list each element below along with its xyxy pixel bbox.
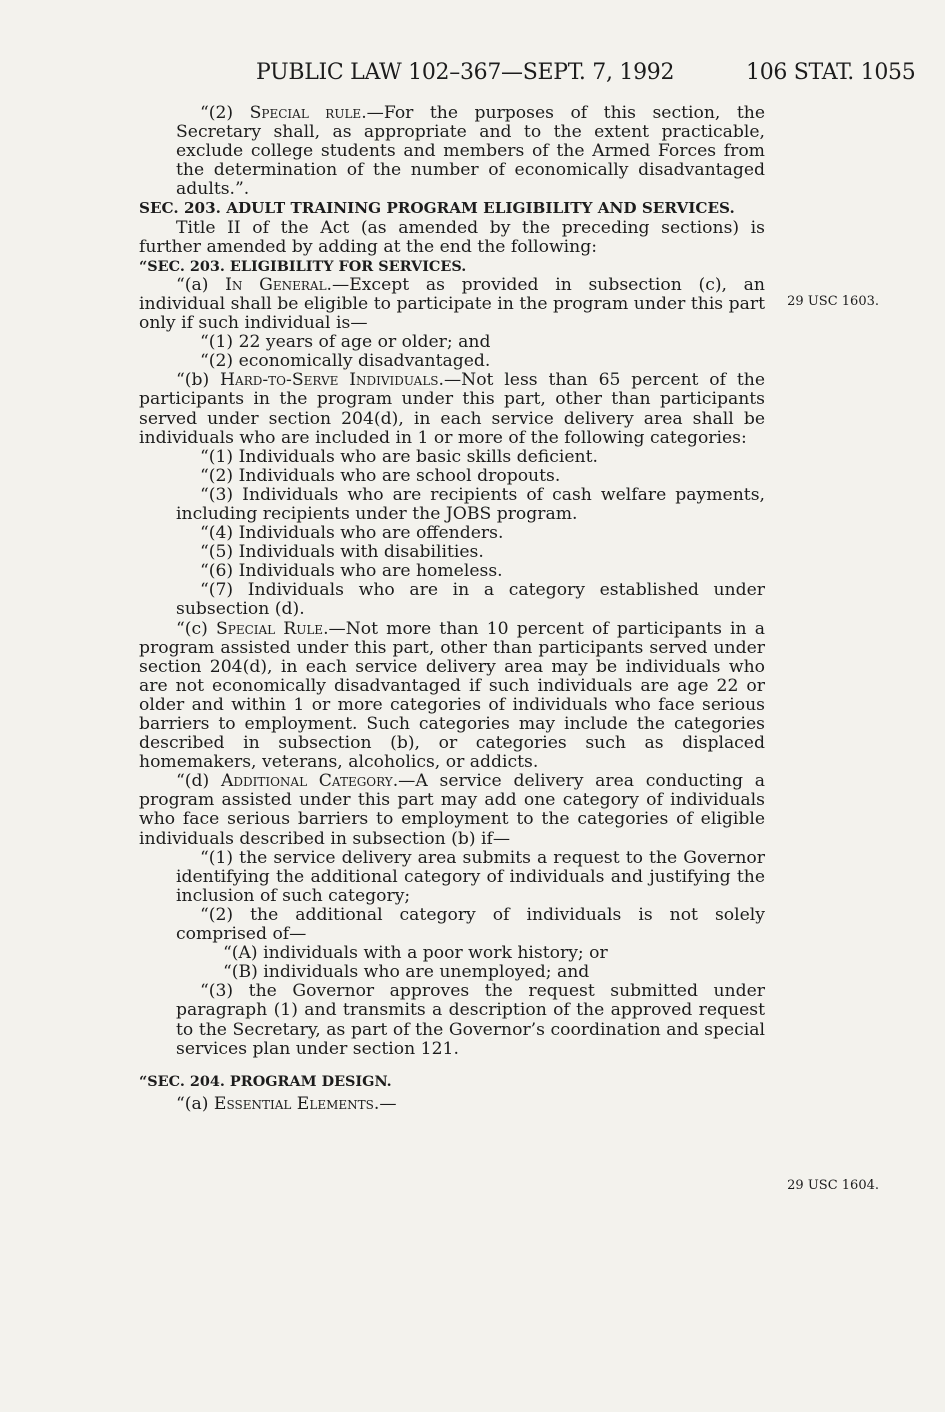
- paragraph-d1: “(1) the service delivery area submits a request to the Governor identifying the additional category of individuals and justifying the inclusion of such category;: [176, 847, 765, 906]
- margin-note-usc-1604: 29 USC 1604.: [787, 1178, 879, 1193]
- subsection-essential-elements: “(a) Essential Elements.—: [176, 1093, 397, 1114]
- paragraph-b5: “(5) Individuals with disabilities.: [200, 542, 484, 563]
- paragraph-b2: “(2) Individuals who are school dropouts.: [200, 465, 561, 486]
- margin-note-usc-1603: 29 USC 1603.: [787, 294, 879, 309]
- subsection-heading: Additional Category: [220, 771, 393, 792]
- subsection-a: “(a) In General.—Except as provided in subsection (c), an individual shall be eligible to participate in the program under this part only if such individual is—: [139, 274, 765, 334]
- subsection-heading: Special Rule: [215, 618, 324, 639]
- paragraph-b6: “(6) Individuals who are homeless.: [200, 561, 503, 582]
- paragraph-b3: “(3) Individuals who are recipients of cash welfare payments, including recipients under the JOBS program.: [176, 484, 765, 524]
- paragraph-a1: “(1) 22 years of age or older; and: [200, 332, 491, 353]
- paragraph-d3: “(3) the Governor approves the request submitted under paragraph (1) and transmits a description of the approved request to the Secretary, as part of the Governor’s coordination and special services plan under section 121.: [176, 981, 765, 1059]
- section-heading-203: SEC. 203. ADULT TRAINING PROGRAM ELIGIBILITY AND SERVICES.: [139, 199, 735, 218]
- paragraph-heading: Special rule: [249, 103, 362, 123]
- running-header-title: PUBLIC LAW 102–367—SEPT. 7, 1992: [256, 60, 675, 85]
- subparagraph-dB: “(B) individuals who are unemployed; and: [223, 962, 590, 983]
- paragraph-b1: “(1) Individuals who are basic skills deficient.: [200, 446, 598, 467]
- subparagraph-dA: “(A) individuals with a poor work history; or: [223, 943, 608, 964]
- paragraph-title-ii-amendment: Title II of the Act (as amended by the preceding sections) is further amended by adding at the end the following:: [139, 217, 765, 257]
- paragraph-b4: “(4) Individuals who are offenders.: [200, 523, 504, 544]
- subsection-c: “(c) Special Rule.—Not more than 10 percent of participants in a program assisted under this part, other than participants served under section 204(d), in each service delivery area may be individuals who are not economically disadvantaged if such individuals are age 22 or older and within 1 or more categories of individuals who face serious barriers to employment. Such categories may include the categories described in subsection (b), or categories such as displaced homemakers, veterans, alcoholics, or addicts.: [139, 618, 765, 773]
- section-heading-204: “SEC. 204. PROGRAM DESIGN.: [139, 1072, 392, 1090]
- paragraph-special-rule-2: “(2) Special rule.—For the purposes of this section, the Secretary shall, as appropriate and to the extent practicable, exclude college students and members of the Armed Forces from the determination of the number of economically disadvantaged adults.”.: [176, 103, 765, 200]
- subsection-heading: Hard-to-Serve Individuals: [220, 370, 439, 391]
- paragraph-a2: “(2) economically disadvantaged.: [200, 351, 491, 372]
- paragraph-b7: “(7) Individuals who are in a category established under subsection (d).: [176, 580, 765, 620]
- subsection-b: “(b) Hard-to-Serve Individuals.—Not less than 65 percent of the participants in the program under this part, other than participants served under section 204(d), in each service delivery area shall be individuals who are included in 1 or more of the following categories:: [139, 370, 766, 448]
- document-body: [139, 104, 765, 1114]
- subsection-d: “(d) Additional Category.—A service delivery area conducting a program assisted under this part may add one category of individuals who face serious barriers to employment to the categories of eligible individuals described in subsection (b) if—: [139, 771, 765, 849]
- running-header-stat: 106 STAT. 1055: [746, 60, 916, 85]
- subsection-heading: Essential Elements: [213, 1093, 374, 1114]
- paragraph-d2: “(2) the additional category of individuals is not solely comprised of—: [176, 904, 765, 945]
- section-heading-203-eligibility: “SEC. 203. ELIGIBILITY FOR SERVICES.: [139, 257, 467, 275]
- subsection-heading: In General: [225, 274, 327, 295]
